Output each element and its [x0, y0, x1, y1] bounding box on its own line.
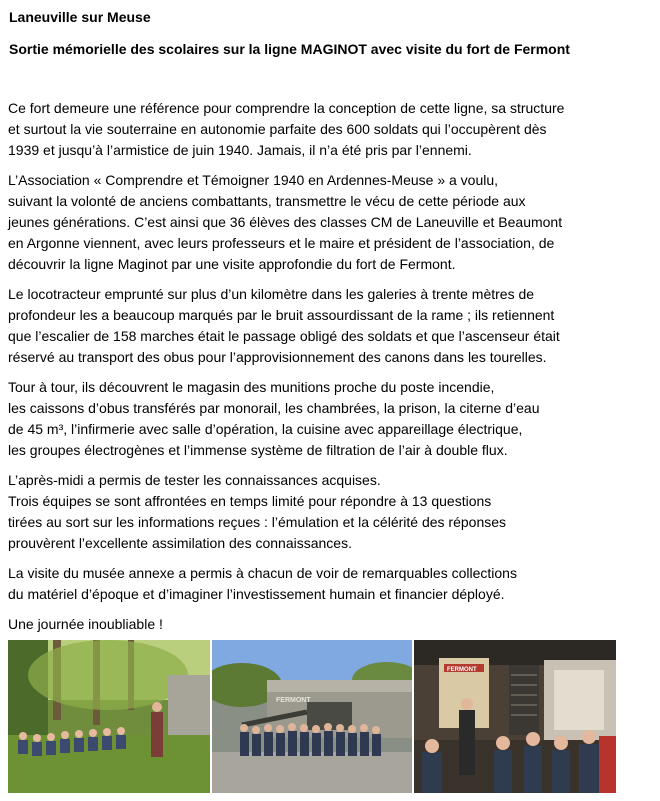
- article-paragraph: [8, 470, 658, 554]
- article-title: Sortie mémorielle des scolaires sur la ligne MAGINOT avec visite du fort de Fermont: [9, 41, 570, 57]
- paragraph-line: Ce fort demeure une référence pour comprendre la conception de cette ligne, sa structure: [8, 100, 565, 116]
- paragraph-line: L’Association « Comprendre et Témoigner 1940 en Ardennes-Meuse » a voulu,: [8, 172, 499, 188]
- paragraph-line: tirées au sort sur les informations reçues : l’émulation et la célérité des réponses: [8, 514, 507, 530]
- museum-sign-text: FERMONT: [447, 667, 477, 673]
- paragraph-line: prouvèrent l’excellente assimilation des connaissances.: [8, 535, 352, 551]
- paragraph-line: de 45 m³, l’infirmerie avec salle d’opération, la cuisine avec appareillage électrique,: [8, 421, 523, 437]
- photo-strip: [8, 640, 616, 793]
- paragraph-line: en Argonne viennent, avec leurs professeurs et le maire et président de l’association, de: [8, 235, 555, 251]
- paragraph-line: La visite du musée annexe a permis à chacun de voir de remarquables collections: [8, 565, 517, 581]
- paragraph-line: les caissons d’obus transférés par monorail, les chambrées, la prison, la citerne d’eau: [8, 400, 540, 416]
- paragraph-line: L’après-midi a permis de tester les connaissances acquises.: [8, 472, 381, 488]
- paragraph-line: jeunes générations. C’est ainsi que 36 élèves des classes CM de Laneuville et Beaumont: [8, 214, 563, 230]
- photo-students-on-grass: [8, 640, 210, 793]
- paragraph-line: du matériel d’époque et d’imaginer l’investissement humain et financier déployé.: [8, 586, 505, 602]
- article-paragraph: [8, 170, 658, 275]
- article-paragraph: [8, 377, 658, 461]
- paragraph-line: Une journée inoubliable !: [8, 616, 163, 632]
- article-body: [8, 98, 658, 644]
- article-paragraph: [8, 614, 658, 635]
- photo-group-at-fort: [212, 640, 412, 793]
- paragraph-line: et surtout la vie souterraine en autonomie parfaite des 600 soldats qui l’occupèrent dès: [8, 121, 547, 137]
- paragraph-line: Le locotracteur emprunté sur plus d’un kilomètre dans les galeries à trente mètres de: [8, 286, 535, 302]
- paragraph-line: Trois équipes se sont affrontées en temps limité pour répondre à 13 questions: [8, 493, 492, 509]
- paragraph-line: Tour à tour, ils découvrent le magasin des munitions proche du poste incendie,: [8, 379, 495, 395]
- photo-guide-inside-fort: [414, 640, 616, 793]
- paragraph-line: 1939 et jusqu’à l’armistice de juin 1940. Jamais, il n’a été pris par l’ennemi.: [8, 142, 472, 158]
- paragraph-line: profondeur les a beaucoup marqués par le bruit assourdissant de la rame ; ils retiennent: [8, 307, 555, 323]
- paragraph-line: réservé au transport des obus pour l’approvisionnement des canons dans les tourelles.: [8, 349, 547, 365]
- article-paragraph: [8, 284, 658, 368]
- fort-sign-text: FERMONT: [276, 697, 311, 704]
- article-place: Laneuville sur Meuse: [9, 9, 151, 25]
- paragraph-line: que l’escalier de 158 marches était le passage obligé des soldats et que l’ascenseur était: [8, 328, 560, 344]
- paragraph-line: les groupes électrogènes et l’immense système de filtration de l’air à double flux.: [8, 442, 508, 458]
- article-paragraph: [8, 563, 658, 605]
- paragraph-line: suivant la volonté de anciens combattants, transmettre le vécu de cette période aux: [8, 193, 526, 209]
- paragraph-line: découvrir la ligne Maginot par une visite approfondie du fort de Fermont.: [8, 256, 456, 272]
- article-paragraph: [8, 98, 658, 161]
